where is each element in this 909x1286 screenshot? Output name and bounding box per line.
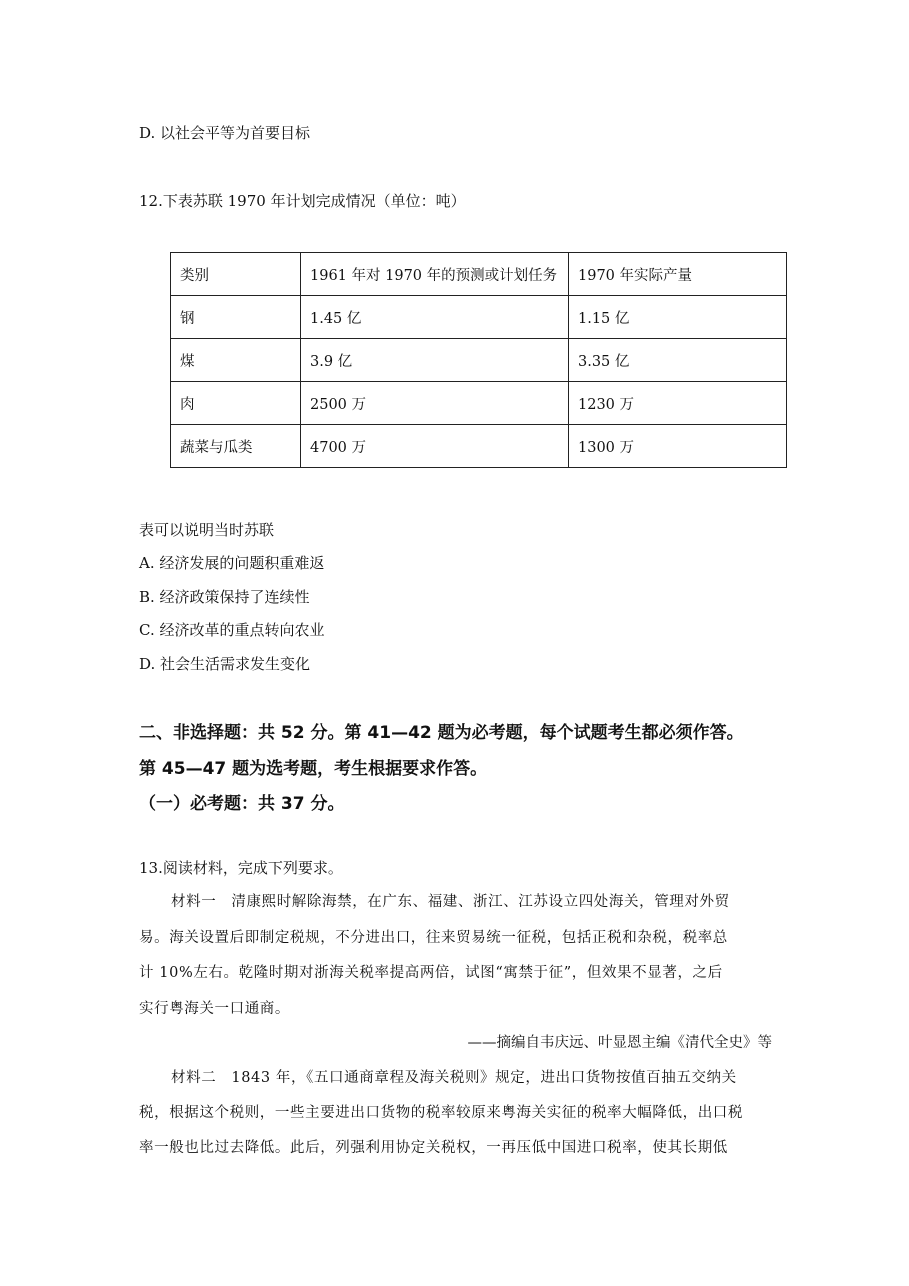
material-2-line: 材料二 1843 年，《五口通商章程及海关税则》规定，进出口货物按值百抽五交纳关 <box>171 1070 737 1086</box>
table-row <box>171 296 787 339</box>
material-1-line: 计 10%左右。乾隆时期对浙海关税率提高两倍，试图“寓禁于征”，但效果不显著，之后 <box>139 965 723 981</box>
table-row <box>171 339 787 382</box>
material-1-line: 实行粤海关一口通商。 <box>139 1001 290 1017</box>
option-b: B. 经济政策保持了连续性 <box>139 588 310 606</box>
table-row <box>171 382 787 425</box>
table-cell: 煤 <box>171 339 301 382</box>
option-c: C. 经济改革的重点转向农业 <box>139 621 325 639</box>
section-required-heading: （一）必考题：共 37 分。 <box>139 794 345 814</box>
material-2-line: 税，根据这个税则，一些主要进出口货物的税率较原来粤海关实征的税率大幅降低，出口税 <box>139 1105 743 1121</box>
table-cell: 3.9 亿 <box>301 339 569 382</box>
table-cell: 4700 万 <box>301 425 569 468</box>
table-header-cell: 1970 年实际产量 <box>569 253 787 296</box>
table-cell: 蔬菜与瓜类 <box>171 425 301 468</box>
question-12-stem: 12.下表苏联 1970 年计划完成情况（单位：吨） <box>139 192 466 210</box>
soviet-plan-table <box>170 252 787 468</box>
table-cell: 1.15 亿 <box>569 296 787 339</box>
table-cell: 2500 万 <box>301 382 569 425</box>
material-2-line: 率一般也比过去降低。此后，列强利用协定关税权，一再压低中国进口税率，使其长期低 <box>139 1140 728 1156</box>
option-d: D. 社会生活需求发生变化 <box>139 655 311 673</box>
material-1-line: 易。海关设置后即制定税规，不分进出口，往来贸易统一征税，包括正税和杂税，税率总 <box>139 930 728 946</box>
table-header-cell: 1961 年对 1970 年的预测或计划任务 <box>301 253 569 296</box>
material-1-source: ——摘编自韦庆远、叶显恩主编《清代全史》等 <box>467 1035 772 1051</box>
table-cell: 肉 <box>171 382 301 425</box>
table-row <box>171 425 787 468</box>
question-13-stem: 13.阅读材料，完成下列要求。 <box>139 859 343 877</box>
material-1-line: 材料一 清康熙时解除海禁，在广东、福建、浙江、江苏设立四处海关，管理对外贸 <box>171 894 730 910</box>
table-cell: 3.35 亿 <box>569 339 787 382</box>
table-header-cell: 类别 <box>171 253 301 296</box>
table-cell: 1.45 亿 <box>301 296 569 339</box>
question-12-prompt: 表可以说明当时苏联 <box>139 521 275 539</box>
prev-option-d: D. 以社会平等为首要目标 <box>139 124 311 142</box>
table-cell: 1300 万 <box>569 425 787 468</box>
section-2-heading: 二、非选择题：共 52 分。第 41—42 题为必考题，每个试题考生都必须作答。 <box>139 723 744 743</box>
table-cell: 钢 <box>171 296 301 339</box>
section-2-subheading: 第 45—47 题为选考题，考生根据要求作答。 <box>139 759 488 779</box>
table-cell: 1230 万 <box>569 382 787 425</box>
option-a: A. 经济发展的问题积重难返 <box>139 554 325 572</box>
table-header-row <box>171 253 787 296</box>
